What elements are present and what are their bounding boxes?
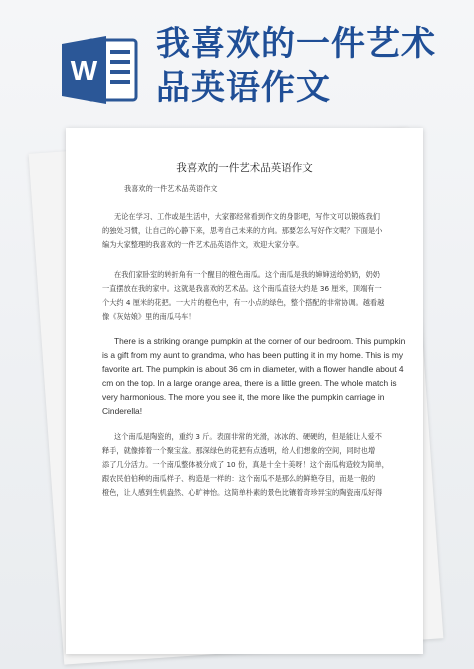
banner: [0, 0, 474, 120]
banner-title: [156, 22, 456, 110]
cn-para2-line: 橙色，让人感到生机盎然、心旷神怡。这简单朴素的景色比镶着奇珍异宝的陶瓷南瓜好得: [102, 488, 383, 497]
en-line: cm on the top. In a large orange area, there is a little green. The whole match is: [102, 378, 397, 388]
document-subtitle: 我喜欢的一件艺术品英语作文: [124, 184, 218, 193]
cn-para2-line: 释手，就像捧着一个聚宝盆。那深绿色的花把有点透明，给人们想象的空间，同时也增: [102, 446, 376, 455]
word-document-icon: [60, 34, 140, 106]
cn-para2-line: 添了几分活力。一个南瓜整体被分成了 10 份，真是十全十美呀！这个南瓜构造较为简单，: [102, 460, 389, 469]
banner-title-line-1: 我喜欢的一件艺术: [156, 24, 436, 64]
en-line: There is a striking orange pumpkin at the corner of our bedroom. This pumpkin: [114, 336, 406, 346]
svg-text:W: W: [70, 55, 98, 86]
intro-line: 的独处习惯，让自己的心静下来，思考自己未来的方向。那要怎么写好作文呢？下面是小: [102, 226, 383, 235]
en-line: very harmonious. The more you see it, the more like the pumpkin carriage in: [102, 392, 385, 402]
cn-para2-line: 这个南瓜是陶瓷的，重约 3 斤。表面非常的光滑，冰冰的、硬硬的，但是能让人爱不: [114, 432, 382, 441]
intro-line: 编为大家整理的我喜欢的一件艺术品英语作文，欢迎大家分享。: [102, 240, 304, 249]
document-title: 我喜欢的一件艺术品英语作文: [176, 162, 313, 174]
cn-para1-line: 在我们家卧室的转折角有一个醒目的橙色南瓜。这个南瓜是我的婶婶送给奶奶，奶奶: [114, 270, 380, 279]
intro-line: 无论在学习、工作或是生活中，大家都经常看到作文的身影吧，写作文可以锻炼我们: [114, 212, 380, 221]
cn-paragraph-1: [102, 268, 384, 324]
document-page: [66, 128, 423, 654]
cn-para1-line: 像《灰姑娘》里的南瓜马车！: [102, 312, 196, 321]
cn-paragraph-2: [102, 430, 389, 500]
en-line: Cinderella!: [102, 406, 143, 416]
banner-title-line-2: 品英语作文: [156, 68, 331, 108]
cn-para1-line: 一直摆放在我的家中。这就是我喜欢的艺术品。这个南瓜直径大约是 36 厘米，顶端有一: [102, 284, 382, 293]
en-line: is a gift from my aunt to grandma, who has been putting it in my home. This is my: [102, 350, 404, 360]
cn-para2-line: 跟农民伯伯种的南瓜样子、构造是一样的：这个南瓜不是那么的鲜艳夺目，而是一般的: [102, 474, 376, 483]
english-paragraph: [102, 334, 405, 418]
en-line: favorite art. The pumpkin is about 36 cm in diameter, with a flower handle about 4: [102, 364, 404, 374]
intro-paragraph: [102, 210, 382, 252]
cn-para1-line: 个大约 4 厘米的花把。一大片的橙色中，有一小点的绿色，整个搭配的非常协调。越看越: [102, 298, 385, 307]
